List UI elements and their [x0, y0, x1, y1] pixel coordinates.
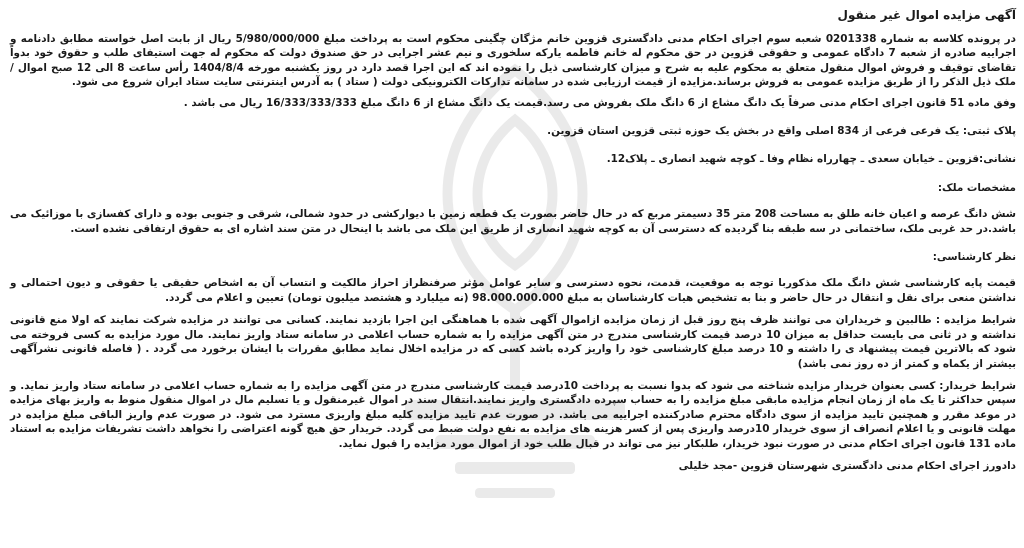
property-specs-paragraph: شش دانگ عرصه و اعیان خانه طلق به مساحت 208 متر 35 دسیمتر مربع که در حال حاضر بصورت یک قطعه زمین با دیوارکشی در حدود شمالی، شرقی و جنوبی بوده و دارای کفسازی با موزائیک می باشد.در حد غربی ملک، ساختمانی در سه طبقه بنا گردیده که دسترسی آن به کوچه شهید انصاری از طریق این ملک می باشد با اینحال در متن سند اشاره ای به حقوق ارتفاقی نشده است.	[10, 208, 1016, 235]
registry-plate-paragraph: پلاک ثبتی: یک فرعی فرعی از 834 اصلی واقع در بخش یک حوزه ثبتی قزوین استان قزوین.	[547, 125, 1016, 138]
notice-content	[10, 6, 1016, 473]
signature-line: دادورز اجرای احکام مدنی دادگستری شهرستان قزوین -مجد خلیلی	[678, 459, 1016, 472]
auction-conditions-paragraph: شرایط مزایده : طالبین و خریداران می توانند ظرف پنج روز قبل از زمان مزایده ازاموال آگهی شده با هماهنگی این اجرا بازدید نمایند. کسانی می توانند در مزایده شرکت نمایند که اولا منع قانونی نداشته و در ثانی می بایست حداقل به میزان 10 درصد قیمت کارشناسی مندرج در متن آگهی مزایده را به شماره حساب اعلامی در سامانه ستاد واریز نمایند. مال مورد مزایده به کسی فروخته می شود که بالاترین قیمت پیشنهاد ی را داشته و 10 درصد مبلغ کارشناسی خود را واریز کرده باشد کسی که در مزایده اخلال نماید مطابق مقررات با ایشان برخورد می گردد . ( فاصله قانونی نشرآگهی بیشتر از یکماه و کمتر از ده روز نمی باشد)	[10, 314, 1016, 370]
property-specs-heading: مشخصات ملک:	[937, 181, 1016, 194]
buyer-conditions-paragraph: شرایط خریدار: کسی بعنوان خریدار مزایده شناخته می شود که بدوا نسبت به پرداخت 10درصد قیمت کارشناسی مندرج در متن آگهی مزایده را به شماره حساب اعلامی در سامانه ستاد واریز نماید. و سپس حداکثر تا یک ماه از زمان انجام مزایده مابقی مبلغ مزایده را به حساب سپرده دادگستری واریز نمایند.انتقال سند در اموال غیرمنقول و یا تسلیم مال در اموال منقول منوط به واریز بهای مزایده در موعد مقرر و همچنین تایید مزایده از سوی دادگاه محترم صادرکننده اجراییه می باشد. در صورت عدم تایید مزایده کلیه مبلغ واریزی مسترد می شود. در صورت عدم واریز الباقی مبلغ مزایده در مهلت قانونی و یا اعلام انصراف از سوی خریدار 10درصد واریزی پس از کسر هزینه های مزایده به نفع دولت ضبط می گردد. خریدار حق هیچ گونه اعتراضی را نخواهد داشت تشریفات مزایده به استناد ماده 131 قانون اجرای احکام مدنی در صورت نبود خریدار، طلبکار نیز می تواند در قبال طلب خود از اموال مورد مزایده را قبول نماید.	[10, 379, 1016, 450]
address-paragraph: نشانی:قزوین ـ خیابان سعدی ـ چهارراه نظام وفا ـ کوچه شهید انصاری ـ پلاک12.	[606, 153, 1016, 166]
intro-paragraph: در پرونده کلاسه به شماره 0201338 شعبه سوم اجرای احکام مدنی دادگستری قزوین خانم مژگان چگینی محکوم است به پرداخت مبلغ 5/980/000/000 ریال از بابت اصل خواسته مطابق دادنامه و اجراییه صادره از شعبه 7 دادگاه عمومی و حقوقی قزوین در حق محکوم له خانم فاطمه یارکه سلخوری و نیم عشر اجرایی در حق صندوق دولت که محکوم له جهت استیفای طلب و حقوق خود بدواً تقاضای توقیف و فروش اموال منقول متعلق به محکوم علیه به شرح و میزان کارشناسی ذیل را نموده اند که این اجرا قصد دارد در روز یکشنبه مورخه 1404/8/4 رأس ساعت 8 الی 12 صبح اموال / ملک ذیل الذکر را از طریق مزایده عمومی به فروش برساند.مزایده از قیمت ارزیابی شده در سامانه تدارکات الکترونیکی دولت ( ستاد ) به آدرس اینترنتی سایت ستاد ایران شروع می شود.	[10, 33, 1017, 89]
notice-title: آگهی مزایده اموال غیر منقول	[837, 8, 1016, 22]
expert-opinion-heading: نظر کارشناسی:	[932, 251, 1016, 264]
article-51-paragraph: وفق ماده 51 قانون اجرای احکام مدنی صرفاً یک دانگ مشاع از 6 دانگ ملک بفروش می رسد.قیمت یک دانگ مشاع از 6 دانگ مبلغ 16/333/333/333 ریال می باشد .	[183, 96, 1016, 109]
expert-opinion-paragraph: قیمت پایه کارشناسی شش دانگ ملک مذکوربا توجه به موقعیت، قدمت، نحوه دسترسی و سایر عوامل مؤثر صرفنظراز احراز مالکیت و انتساب آن به اشخاص حقیقی یا حقوقی و دیون احتمالی و نداشتن منعی برای نقل و انتقال در حال حاضر و بنا به تشخیص هیات کارشناسان به مبلغ 98.000.000.000 (نه میلیارد و هشتصد میلیون تومان) تعیین و اعلام می گردد.	[10, 277, 1016, 304]
